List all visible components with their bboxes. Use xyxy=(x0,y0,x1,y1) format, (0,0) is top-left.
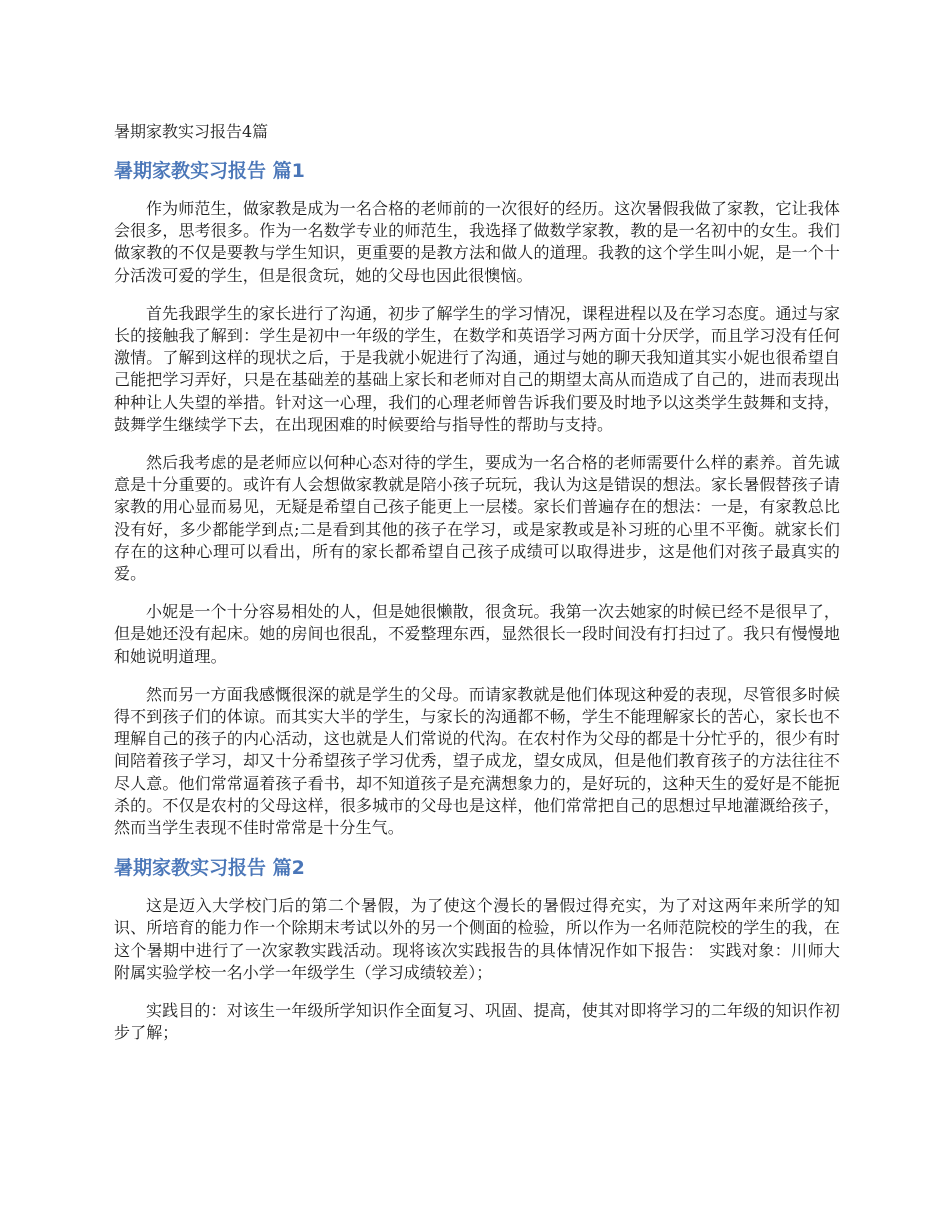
document-page xyxy=(114,120,840,1061)
document-title: 暑期家教实习报告4篇 xyxy=(114,122,269,141)
paragraph: 实践目的：对该生一年级所学知识作全面复习、巩固、提高，使其对即将学习的二年级的知识作初步了解； xyxy=(114,1001,840,1043)
section-heading: 暑期家教实习报告 篇2 xyxy=(114,857,305,880)
section-2 xyxy=(114,855,840,1044)
paragraph: 小妮是一个十分容易相处的人，但是她很懒散，很贪玩。我第一次去她家的时候已经不是很早了，但是她还没有起床。她的房间也很乱，不爱整理东西，显然很长一段时间没有打扫过了。我只有慢慢地和她说明道理。 xyxy=(114,602,840,666)
paragraph: 这是迈入大学校门后的第二个暑假，为了使这个漫长的暑假过得充实，为了对这两年来所学的知识、所培育的能力作一个除期末考试以外的另一个侧面的检验，所以作为一名师范院校的学生的我，在这个暑期中进行了一次家教实践活动。现将该次实践报告的具体情况作如下报告： 实践对象：川师大附属实验学校一名小学一年级学生（学习成绩较差）； xyxy=(114,896,840,982)
paragraph: 然而另一方面我感慨很深的就是学生的父母。而请家教就是他们体现这种爱的表现，尽管很多时候得不到孩子们的体谅。而其实大半的学生，与家长的沟通都不畅，学生不能理解家长的苦心，家长也不理解自己的孩子的内心活动，这也就是人们常说的代沟。在农村作为父母的都是十分忙乎的，很少有时间陪着孩子学习，却又十分希望孩子学习优秀，望子成龙，望女成凤，但是他们教育孩子的方法往往不尽人意。他们常常逼着孩子看书，却不知道孩子是充满想象力的，是好玩的，这种天生的爱好是不能扼杀的。不仅是农村的父母这样，很多城市的父母也是这样，他们常常把自己的思想过早地灌溉给孩子，然而当学生表现不佳时常常是十分生气。 xyxy=(114,684,840,838)
paragraph: 首先我跟学生的家长进行了沟通，初步了解学生的学习情况，课程进程以及在学习态度。通过与家长的接触我了解到：学生是初中一年级的学生，在数学和英语学习两方面十分厌学，而且学习没有任何激情。了解到这样的现状之后，于是我就小妮进行了沟通，通过与她的聊天我知道其实小妮也很希望自己能把学习弄好，只是在基础差的基础上家长和老师对自己的期望太高从而造成了自己的，进而表现出种种让人失望的举措。针对这一心理，我们的心理老师曾告诉我们要及时地予以这类学生鼓舞和支持，鼓舞学生继续学下去，在出现困难的时候要给与指导性的帮助与支持。 xyxy=(114,303,840,434)
paragraph: 然后我考虑的是老师应以何种心态对待的学生，要成为一名合格的老师需要什么样的素养。首先诚意是十分重要的。或许有人会想做家教就是陪小孩子玩玩，我认为这是错误的想法。家长暑假替孩子请家教的用心显而易见，无疑是希望自己孩子能更上一层楼。家长们普遍存在的想法：一是，有家教总比没有好，多少都能学到点;二是看到其他的孩子在学习，或是家教或是补习班的心里不平衡。就家长们存在的这种心理可以看出，所有的家长都希望自己孩子成绩可以取得进步，这是他们对孩子最真实的爱。 xyxy=(114,453,840,584)
section-1 xyxy=(114,158,840,839)
section-heading: 暑期家教实习报告 篇1 xyxy=(114,160,305,182)
paragraph: 作为师范生，做家教是成为一名合格的老师前的一次很好的经历。这次暑假我做了家教，它让我体会很多，思考很多。作为一名数学专业的师范生，我选择了做数学家教，教的是一名初中的女生。我们做家教的不仅是要教与学生知识，更重要的是教方法和做人的道理。我教的这个学生叫小妮，是一个十分活泼可爱的学生，但是很贪玩，她的父母也因此很懊恼。 xyxy=(114,199,840,285)
